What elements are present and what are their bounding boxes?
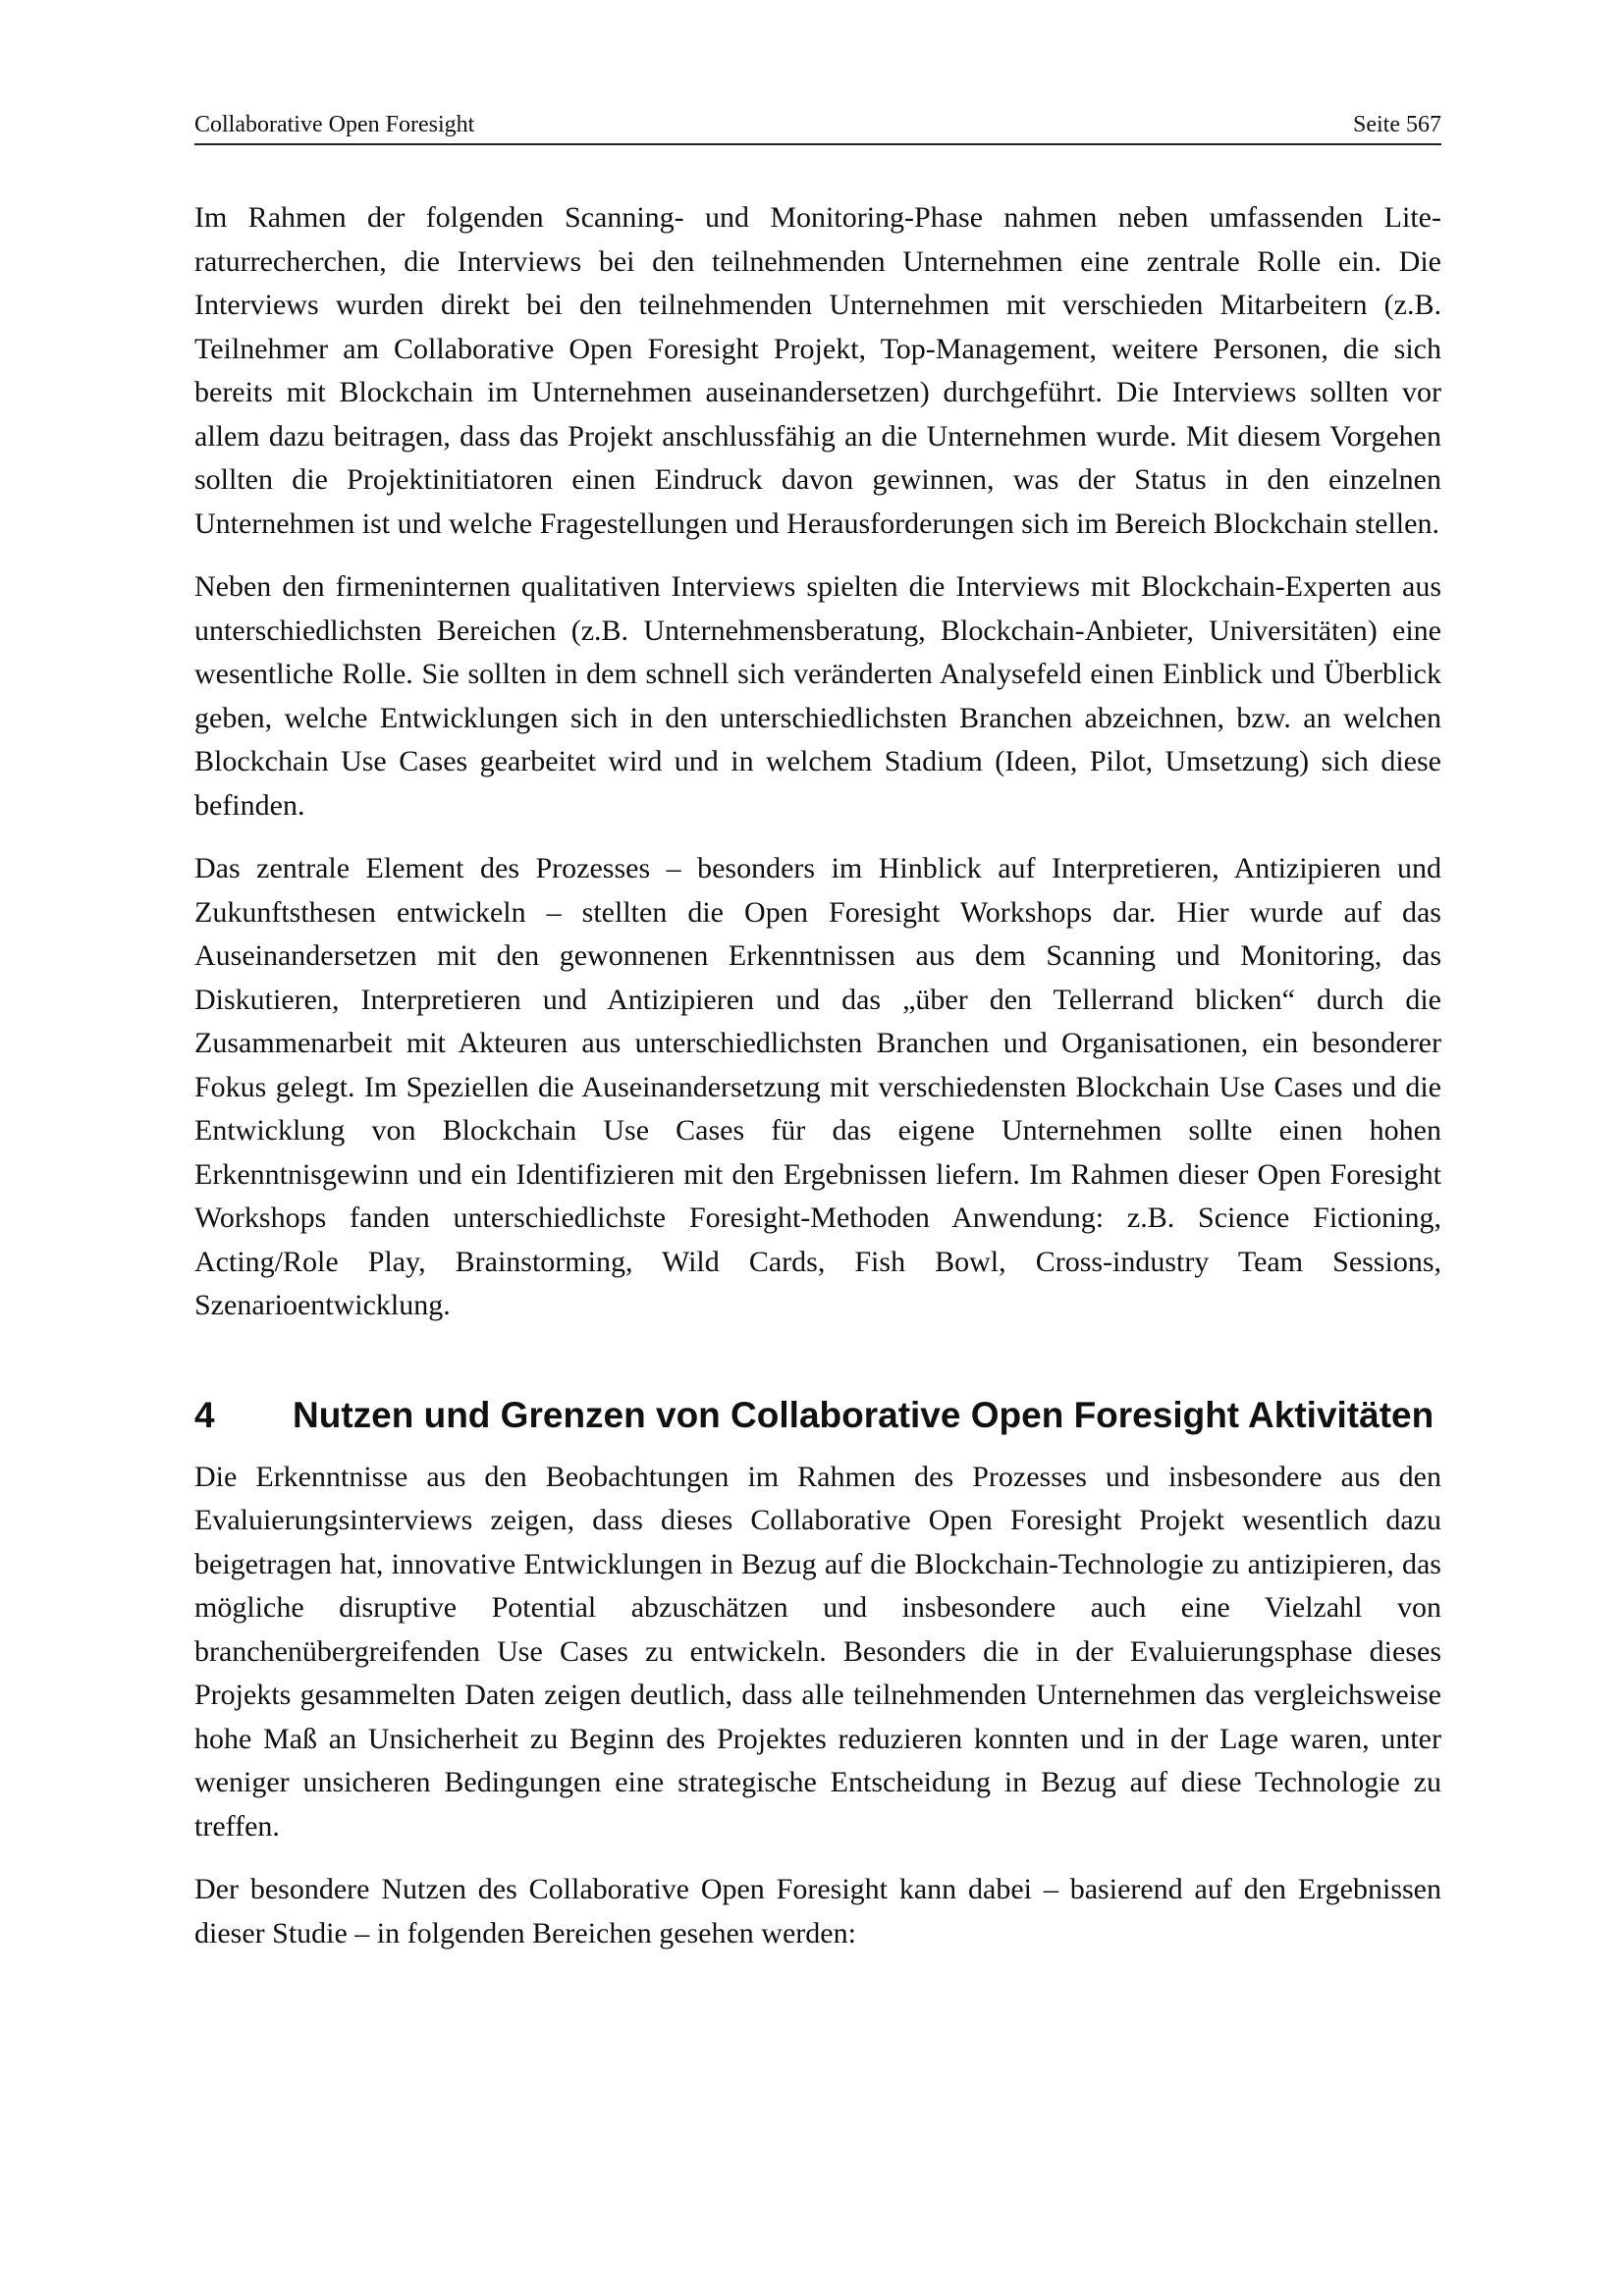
- paragraph-findings: Die Erkenntnisse aus den Beobachtungen im Rahmen des Prozesses und insbesondere aus den Evaluierungsinterviews zeigen, dass dieses Collaborative Open Foresight Projekt wesentlich dazu beigetragen hat, innovative Entwicklungen in Bezug auf die Blockchain-Technologie zu antizipieren, das mögliche disruptive Potential abzuschätzen und insbesondere auch eine Vielzahl von branchenübergreifenden Use Cases zu entwickeln. Besonders die in der Evaluierungsphase dieses Projekts gesammelten Daten zeigen deutlich, dass alle teilnehmenden Unternehmen das vergleichsweise hohe Maß an Unsicherheit zu Beginn des Projektes reduzieren konnten und in der Lage waren, unter weniger unsicheren Bedingungen eine strategische Entscheidung in Bezug auf diese Technologie zu treffen.: [194, 1460, 1441, 1842]
- paragraph-open-foresight-workshops: Das zentrale Element des Prozesses – besonders im Hinblick auf Interpretieren, Antizipieren und Zukunftsthesen entwickeln – stellten die Open Foresight Workshops dar. Hier wurde auf das Auseinandersetzen mit den gewonnenen Erkenntnissen aus dem Scanning und Monitoring, das Diskutieren, Interpretieren und Antizipieren und das „über den Tellerrand blicken“ durch die Zusammenarbeit mit Akteuren aus unterschiedlichsten Branchen und Organisationen, ein besonderer Fokus gelegt. Im Speziellen die Auseinandersetzung mit verschiedensten Blockchain Use Cases und die Entwicklung von Blockchain Use Cases für das eigene Unternehmen sollte einen hohen Erkenntnisgewinn und ein Identifizieren mit den Ergebnissen liefern. Im Rahmen dieser Open Foresight Workshops fanden unterschiedlichste Foresight-Methoden Anwendung: z.B. Science Fictioning, Acting/Role Play, Brainstorming, Wild Cards, Fish Bowl, Cross-industry Team Sessions, Szenarioentwicklung.: [194, 852, 1441, 1321]
- section-heading: [194, 1391, 1441, 1440]
- running-header: [194, 110, 1441, 145]
- header-title: Collaborative Open Foresight: [194, 112, 475, 137]
- section-title: Nutzen und Grenzen von Collaborative Open Foresight Aktivitäten: [293, 1394, 1435, 1435]
- paragraph-expert-interviews: Neben den firmeninternen qualitativen Interviews spielten die Interviews mit Blockchain-Experten aus unterschiedlichsten Bereichen (z.B. Unternehmensberatung, Blockchain-Anbieter, Universitäten) eine wesentliche Rolle. Sie sollten in dem schnell sich veränderten Analysefeld einen Einblick und Überblick geben, welche Entwicklungen sich in den unterschiedlichsten Branchen abzeichnen, bzw. an welchen Blockchain Use Cases gearbeitet wird und in welchem Stadium (Ideen, Pilot, Umsetzung) sich diese befinden.: [194, 570, 1441, 822]
- section-number: 4: [194, 1394, 215, 1435]
- paragraph-benefits-intro: Der besondere Nutzen des Collaborative Open Foresight kann dabei – basierend auf den Ergebnissen dieser Studie – in folgenden Bereichen gesehen werden:: [194, 1873, 1441, 1949]
- paragraph-scanning-monitoring: Im Rahmen der folgenden Scanning- und Monitoring-Phase nahmen neben umfassenden Literaturrecherchen, die Interviews bei den teilnehmenden Unternehmen eine zentrale Rolle ein. Die Interviews wurden direkt bei den teilnehmenden Unternehmen mit verschieden Mitarbeitern (z.B. Teilnehmer am Collaborative Open Foresight Projekt, Top-Management, weitere Personen, die sich bereits mit Blockchain im Unternehmen auseinandersetzen) durchgeführt. Die Interviews sollten vor allem dazu beitragen, dass das Projekt anschlussfähig an die Unternehmen wurde. Mit diesem Vorgehen sollten die Projektinitiatoren einen Eindruck davon gewinnen, was der Status in den einzelnen Unternehmen ist und welche Fragestellungen und Herausforderungen sich im Bereich Blockchain stellen.: [194, 201, 1441, 540]
- page-number: Seite 567: [1353, 112, 1441, 137]
- page-body: [194, 196, 1441, 1975]
